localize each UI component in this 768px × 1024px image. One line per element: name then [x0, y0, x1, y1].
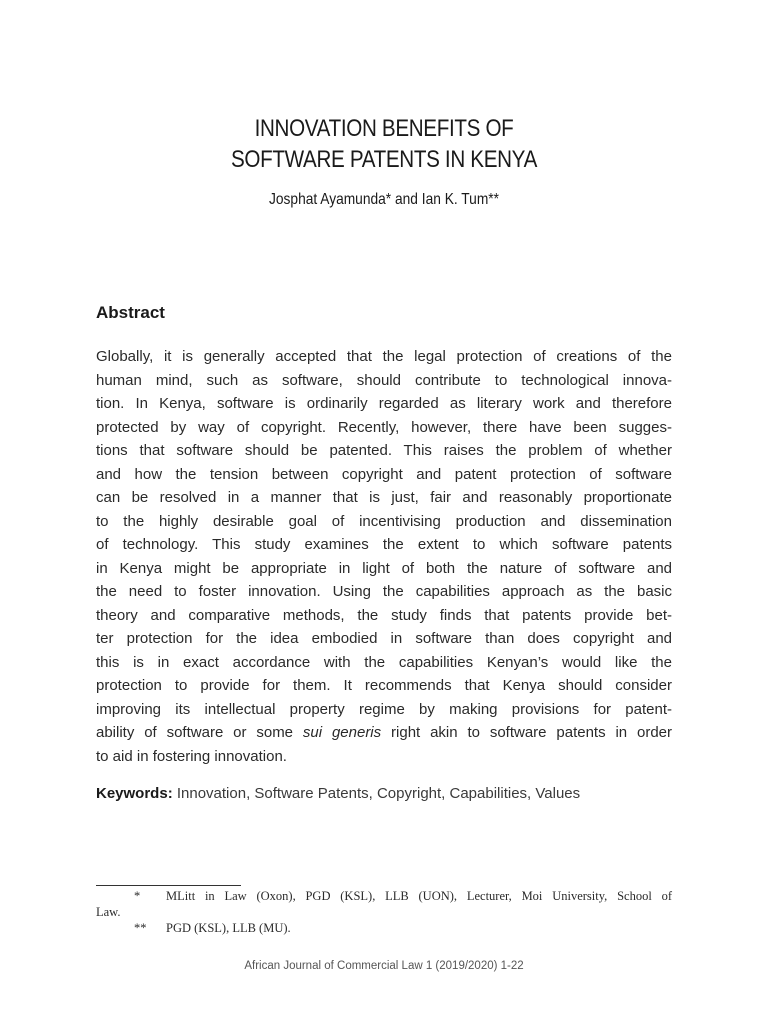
abstract-line: protection to provide for them. It recommends that Kenya should consider [96, 677, 672, 694]
abstract-line: human mind, such as software, should contribute to technological innova- [96, 371, 672, 389]
abstract-line: this is in exact accordance with the capabilities Kenyan’s would like the [96, 653, 672, 671]
abstract-line: protected by way of copyright. Recently, however, there have been sugges- [96, 418, 672, 436]
abstract-line: Globally, it is generally accepted that the legal protection of creations of the [96, 348, 672, 365]
paper-title-line-1: INNOVATION BENEFITS OF [254, 115, 514, 142]
abstract-line-last: to aid in fostering innovation. [96, 747, 287, 765]
abstract-italic-term: sui generis [302, 724, 382, 741]
abstract-line: tions that software should be patented. This raises the problem of whether [96, 442, 672, 459]
footnote-2 [96, 920, 672, 936]
abstract-text: ability of software or some [96, 724, 303, 741]
abstract-line: improving its intellectual property regime by making provisions for patent- [96, 700, 672, 718]
keywords [96, 783, 672, 805]
abstract-line: of technology. This study examines the extent to which software patents [96, 536, 672, 553]
footnote-1-marker: * [134, 889, 141, 903]
footnote-1 [96, 888, 672, 920]
abstract-line: and how the tension between copyright and patent protection of software [96, 465, 672, 483]
abstract-line: theory and comparative methods, the study finds that patents provide bet- [96, 606, 672, 624]
running-footer: African Journal of Commercial Law 1 (2019/2020) 1-22 [244, 960, 524, 972]
abstract-line: tion. In Kenya, software is ordinarily regarded as literary work and therefore [96, 395, 672, 412]
abstract-body [96, 345, 672, 768]
paper-title [54, 113, 714, 175]
abstract-line-with-italic [96, 721, 672, 745]
paper-title-line-2: SOFTWARE PATENTS IN KENYA [230, 146, 537, 173]
abstract-line: to the highly desirable goal of incentivising production and dissemination [96, 512, 672, 530]
footnotes [96, 888, 672, 936]
abstract-heading: Abstract [96, 303, 165, 322]
footnote-1-continuation: Law. [96, 905, 121, 919]
abstract-line: ter protection for the idea embodied in software than does copyright and [96, 630, 672, 647]
keywords-value: Innovation, Software Patents, Copyright, Capabilities, Values [172, 785, 581, 802]
footnote-divider [96, 885, 241, 886]
abstract-line: the need to foster innovation. Using the capabilities approach as the basic [96, 583, 672, 600]
abstract-text: right akin to software patents in order [381, 724, 673, 741]
footnote-1-text: MLitt in Law (Oxon), PGD (KSL), LLB (UON), Lecturer, Moi University, School of [166, 889, 672, 903]
paper-authors: Josphat Ayamunda* and Ian K. Tum** [269, 191, 499, 208]
keywords-label: Keywords: [96, 785, 173, 802]
abstract-line: can be resolved in a manner that is just, fair and reasonably proportionate [96, 489, 672, 506]
footnote-2-marker: ** [134, 921, 147, 935]
abstract-line: in Kenya might be appropriate in light of both the nature of software and [96, 559, 672, 577]
footnote-2-text: PGD (KSL), LLB (MU). [166, 921, 291, 935]
